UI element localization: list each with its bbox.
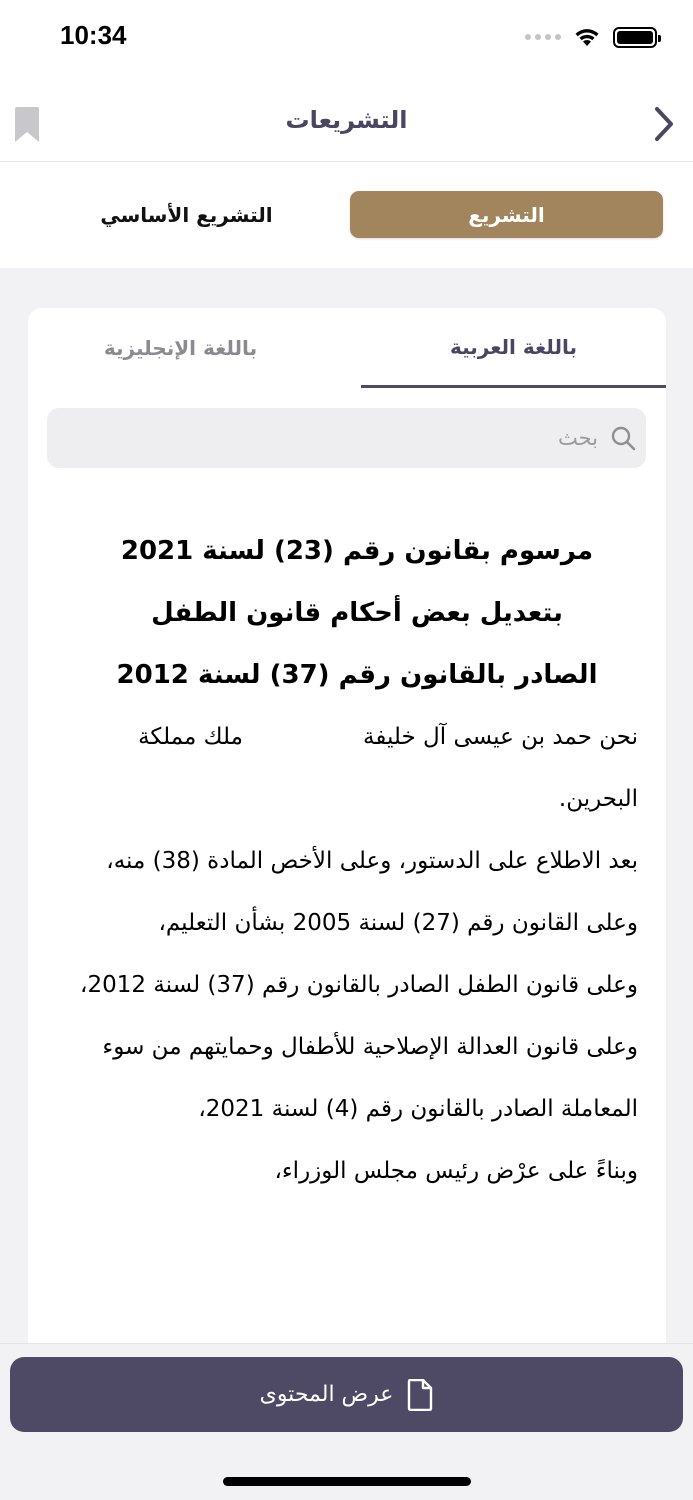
search-input[interactable] — [78, 408, 598, 468]
tab-english[interactable]: باللغة الإنجليزية — [103, 336, 258, 360]
document-icon — [407, 1379, 433, 1411]
view-content-button[interactable] — [10, 1357, 683, 1432]
preamble-line — [76, 706, 638, 830]
law-title-line: مرسوم بقانون رقم (23) لسنة 2021 — [120, 536, 594, 566]
status-bar — [0, 0, 693, 78]
law-title-line: الصادر بالقانون رقم (37) لسنة 2012 — [116, 660, 598, 690]
king-name: نحن حمد بن عيسى آل خليفة — [362, 724, 638, 750]
king-title: ملك مملكة البحرين. — [138, 724, 638, 812]
signal-icon — [525, 34, 561, 40]
law-text — [76, 520, 638, 1202]
search-bar — [47, 408, 646, 468]
back-chevron-icon[interactable] — [649, 104, 679, 144]
law-paragraph: وعلى قانون الطفل الصادر بالقانون رقم (37) لسنة 2012، — [80, 972, 638, 998]
content-card — [28, 308, 666, 1368]
law-paragraph: بعد الاطلاع على الدستور، وعلى الأخص المادة (38) منه، — [106, 848, 638, 874]
wifi-icon — [573, 26, 601, 48]
law-title-line: بتعديل بعض أحكام قانون الطفل — [151, 598, 563, 628]
language-tabs — [28, 308, 666, 388]
law-paragraph: وعلى قانون العدالة الإصلاحية للأطفال وحمايتهم من سوء المعاملة الصادر بالقانون رقم (4) لسنة 2021، — [102, 1034, 638, 1122]
tab-arabic[interactable]: باللغة العربية — [361, 308, 666, 388]
battery-icon — [613, 27, 657, 48]
page-title: التشريعات — [285, 106, 408, 134]
nav-bar — [0, 78, 693, 162]
law-paragraph: وعلى القانون رقم (27) لسنة 2005 بشأن التعليم، — [158, 910, 638, 936]
status-time: 10:34 — [60, 20, 127, 50]
search-icon — [610, 425, 636, 451]
status-icons — [525, 26, 657, 48]
law-body — [76, 706, 638, 1202]
law-paragraph: وبناءً على عرْض رئيس مجلس الوزراء، — [274, 1158, 638, 1184]
segmented-control — [0, 162, 693, 268]
home-indicator — [223, 1477, 471, 1486]
view-content-label: عرض المحتوى — [259, 1382, 394, 1407]
segment-basic-legislation[interactable]: التشريع الأساسي — [100, 202, 273, 227]
segment-legislation[interactable]: التشريع — [350, 191, 663, 238]
